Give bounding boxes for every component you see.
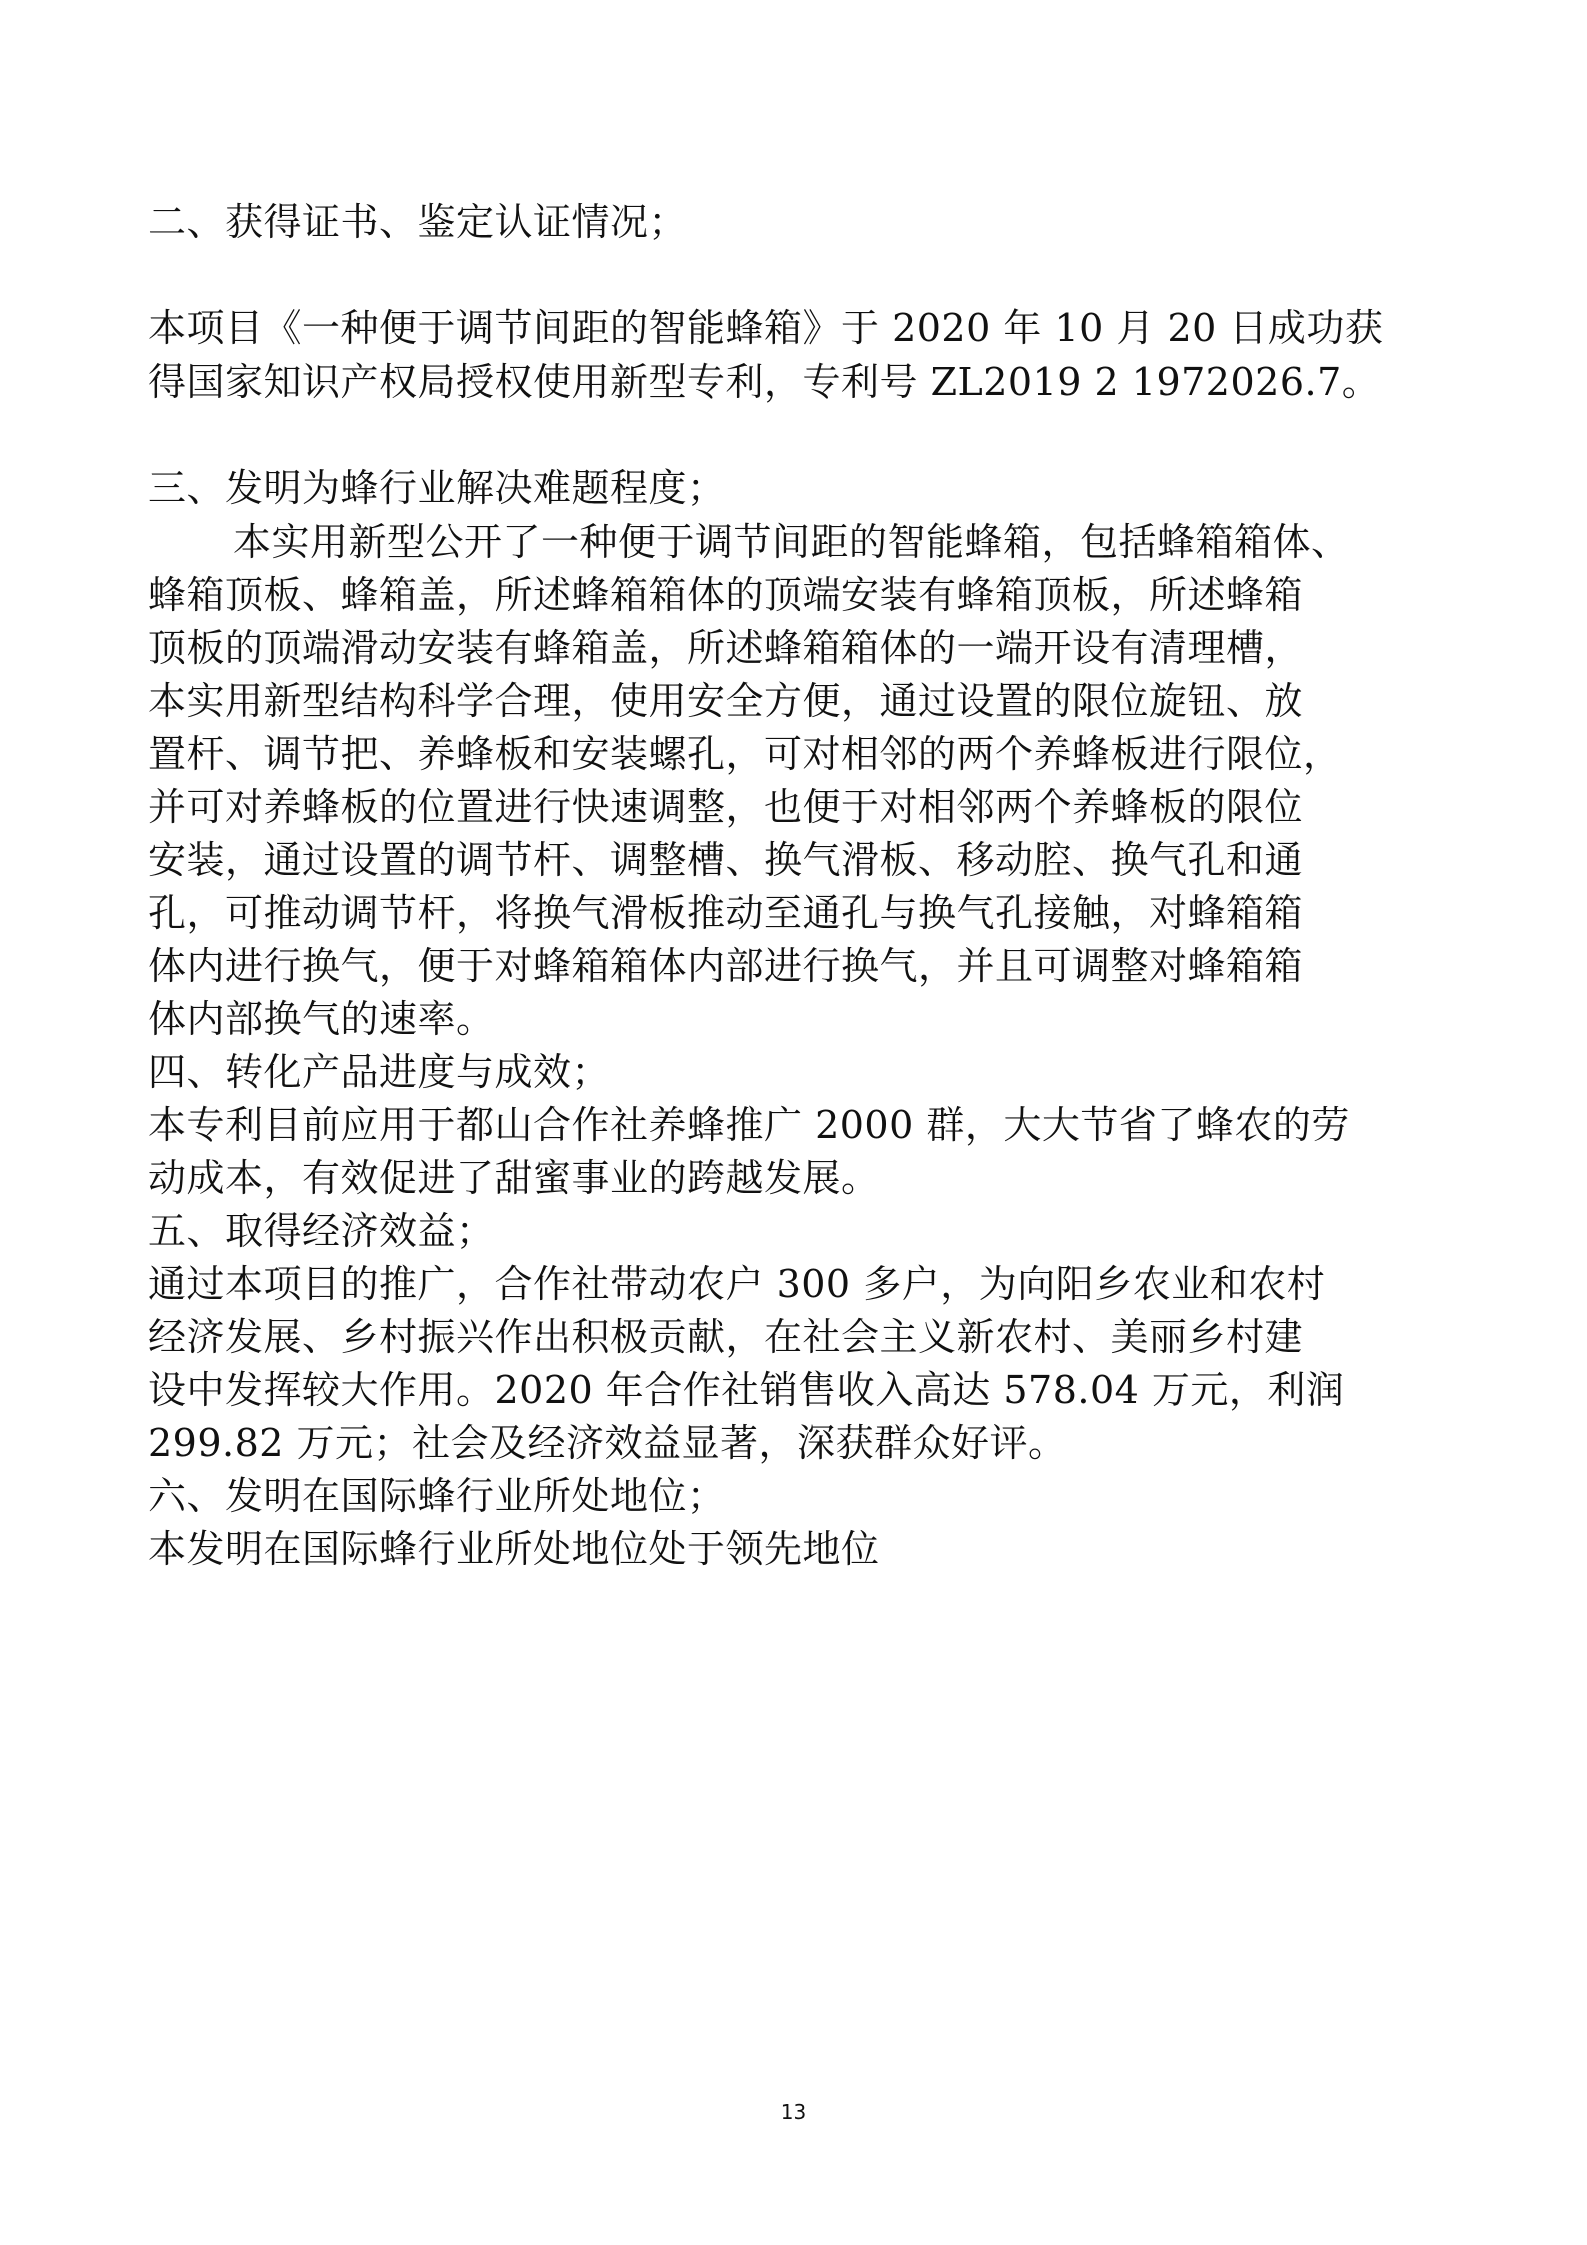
- page-number: 13: [780, 2100, 807, 2124]
- section-3-line: 顶板的顶端滑动安装有蜂箱盖，所述蜂箱箱体的一端开设有清理槽，: [148, 626, 1304, 670]
- section-5-heading: 五、取得经济效益；: [148, 1209, 495, 1253]
- section-3-line: 本实用新型公开了一种便于调节间距的智能蜂箱，包括蜂箱箱体、: [233, 520, 1350, 564]
- section-2-heading: 二、获得证书、鉴定认证情况；: [148, 200, 688, 244]
- section-3-line: 体内部换气的速率。: [148, 997, 495, 1041]
- section-6-line: 本发明在国际蜂行业所处地位处于领先地位: [148, 1527, 880, 1571]
- section-5-line: 299.82 万元；社会及经济效益显著，深获群众好评。: [148, 1421, 1067, 1465]
- section-4-heading: 四、转化产品进度与成效；: [148, 1050, 611, 1094]
- section-4-line: 动成本，有效促进了甜蜜事业的跨越发展。: [148, 1156, 880, 1200]
- section-6-heading: 六、发明在国际蜂行业所处地位；: [148, 1474, 726, 1518]
- section-3-line: 置杆、调节把、养蜂板和安装螺孔，可对相邻的两个养蜂板进行限位，: [148, 732, 1342, 776]
- section-3-heading: 三、发明为蜂行业解决难题程度；: [148, 466, 726, 510]
- section-3-line: 安装，通过设置的调节杆、调整槽、换气滑板、移动腔、换气孔和通: [148, 838, 1304, 882]
- section-5-line: 通过本项目的推广，合作社带动农户 300 多户，为向阳乡农业和农村: [148, 1262, 1326, 1306]
- section-5-line: 设中发挥较大作用。2020 年合作社销售收入高达 578.04 万元，利润: [148, 1368, 1345, 1412]
- section-3-line: 体内进行换气，便于对蜂箱箱体内部进行换气，并且可调整对蜂箱箱: [148, 944, 1304, 988]
- section-2-line: 得国家知识产权局授权使用新型专利，专利号 ZL2019 2 1972026.7。: [148, 360, 1381, 404]
- section-2-line: 本项目《一种便于调节间距的智能蜂箱》于 2020 年 10 月 20 日成功获: [148, 306, 1384, 350]
- section-3-line: 蜂箱顶板、蜂箱盖，所述蜂箱箱体的顶端安装有蜂箱顶板，所述蜂箱: [148, 573, 1304, 617]
- section-3-line: 孔，可推动调节杆，将换气滑板推动至通孔与换气孔接触，对蜂箱箱: [148, 891, 1304, 935]
- section-4-line: 本专利目前应用于都山合作社养蜂推广 2000 群，大大节省了蜂农的劳: [148, 1103, 1350, 1147]
- section-5-line: 经济发展、乡村振兴作出积极贡献，在社会主义新农村、美丽乡村建: [148, 1315, 1304, 1359]
- section-3-line: 并可对养蜂板的位置进行快速调整，也便于对相邻两个养蜂板的限位: [148, 785, 1304, 829]
- section-3-line: 本实用新型结构科学合理，使用安全方便，通过设置的限位旋钮、放: [148, 679, 1304, 723]
